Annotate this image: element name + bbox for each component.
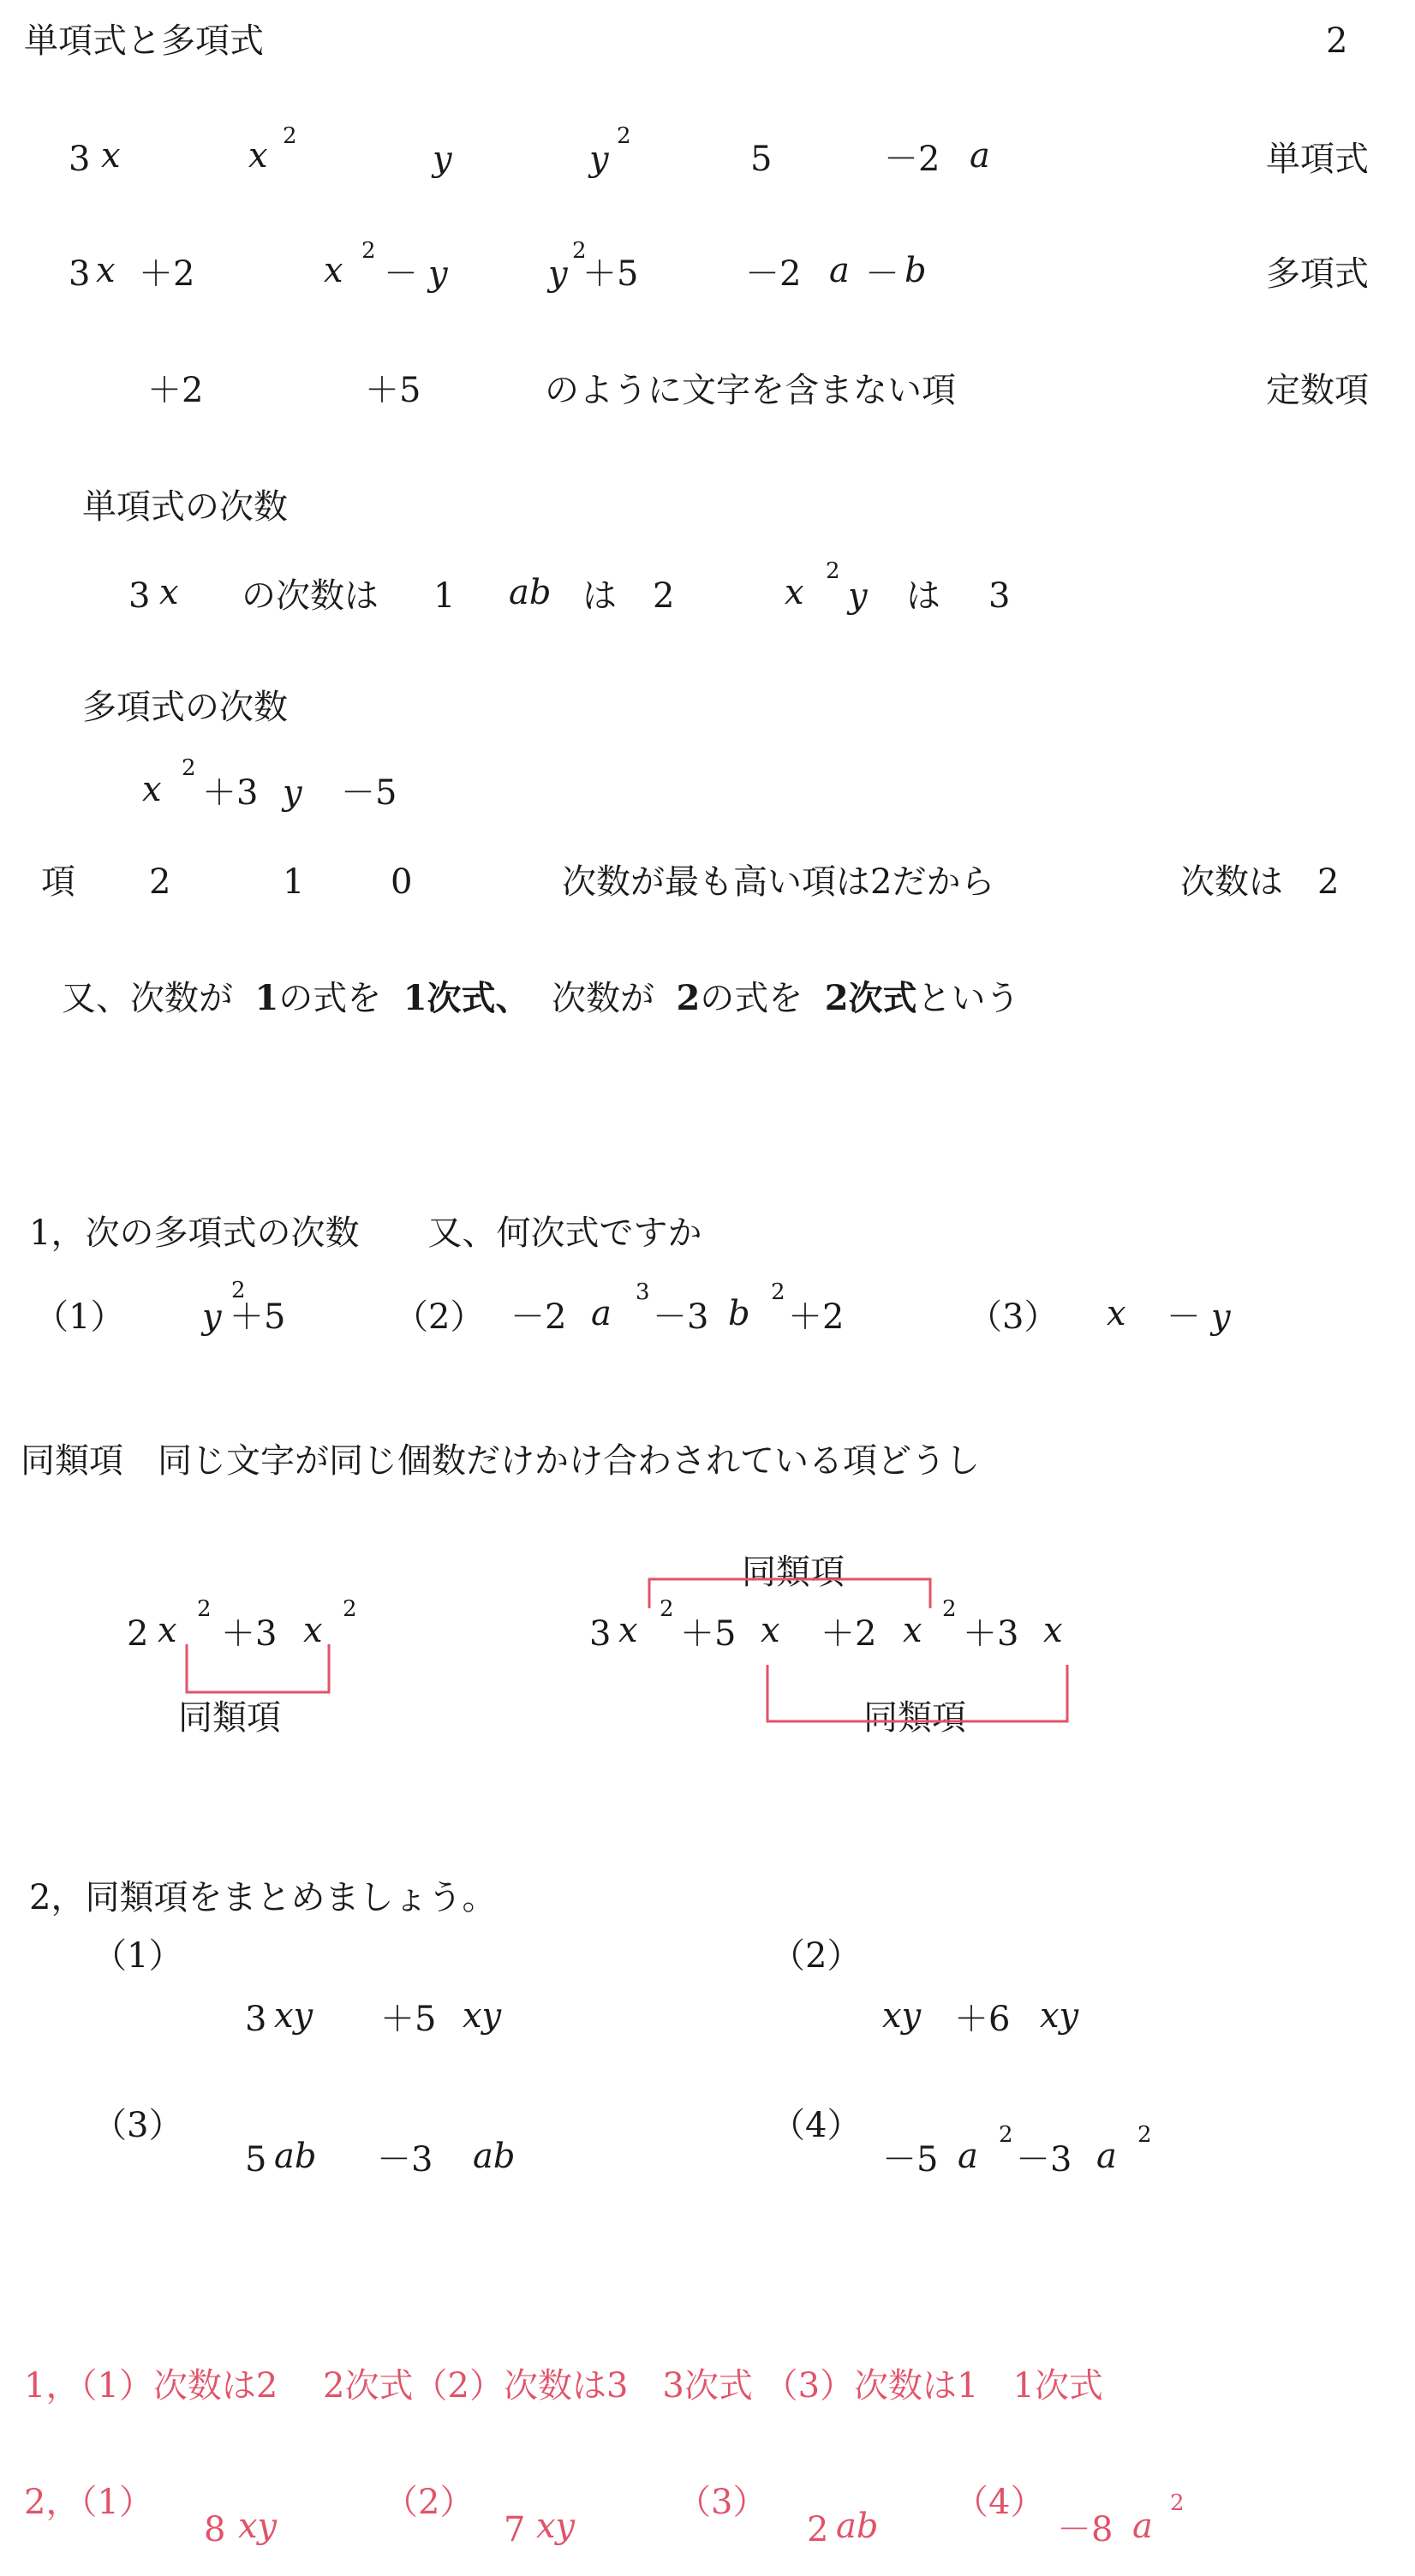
term: a [970,136,990,176]
def-text: の式を [278,979,382,1018]
exponent: 2 [197,1596,212,1622]
def-bold: 2次式 [824,978,917,1018]
exponent: 2 [231,1278,246,1303]
def-text: 次数が [552,979,654,1018]
q2-prompt: 2，同類項をまとめましょう。 [29,1878,497,1917]
var: ab [473,2137,516,2176]
def-num: 1 [254,978,279,1018]
term: y [433,140,452,179]
var: xy [463,1996,502,2036]
term: －5 [882,2140,939,2179]
problem-label: （1） [34,1297,125,1337]
term: 2 [127,1614,149,1654]
exponent: 2 [617,123,631,149]
answer: 8 [204,2510,226,2549]
term: y [428,254,448,294]
exponent: 2 [343,1596,357,1622]
answer: 2 [807,2510,829,2549]
term: －2 [510,1297,567,1337]
problem-label: （2） [771,1936,862,1976]
term: y [548,254,568,294]
term: ＋2 [147,371,204,410]
var: x [785,573,804,612]
exponent: 2 [942,1596,957,1622]
problem-label: （3） [968,1297,1059,1337]
term: 3 [589,1614,612,1654]
problem-label: （1） [93,1936,183,1976]
exponent: 2 [771,1279,785,1305]
answer-var: ab [836,2507,879,2546]
deg: 0 [391,862,413,902]
term: ＋3 [202,773,259,813]
term: － [1167,1297,1201,1337]
text: の次数は [242,576,379,616]
deg: 2 [653,576,675,616]
term: － [865,254,899,294]
bracket-ex1 [187,1644,329,1692]
def-text: の式を [700,979,803,1018]
problem-label: （3） [93,2106,183,2145]
term: ＋3 [963,1614,1019,1654]
var: a [958,2137,978,2176]
like-terms-label: 同類項 [178,1698,281,1738]
like-terms-label: 同類項 [742,1553,845,1592]
exponent: 2 [182,755,196,781]
term: ＋5 [365,371,421,410]
deg: 2 [149,862,171,902]
answer-label: （3） [677,2483,767,2522]
deg: 1 [283,862,305,902]
exponent: 2 [826,558,840,584]
term: 5 [245,2140,267,2179]
def-text: 又、次数が [62,979,233,1018]
term: x [96,251,116,290]
answer-var: xy [536,2507,576,2546]
var: x [159,573,179,612]
var: x [761,1611,780,1650]
var: x [303,1611,323,1650]
exponent: 3 [636,1279,650,1305]
var: x [158,1611,177,1650]
answer-exponent: 2 [1170,2490,1185,2516]
monomial-label: 単項式 [1266,140,1369,179]
var: x [618,1611,638,1650]
term: ＋5 [680,1614,737,1654]
term: －2 [884,140,940,179]
like-terms-label: 同類項 [863,1698,966,1738]
exponent: 2 [572,238,587,264]
var: x [142,770,162,809]
constant-description: のように文字を含まない項 [545,371,956,410]
exponent: 2 [660,1596,674,1622]
var: x [1107,1294,1126,1333]
term: －3 [377,2140,433,2179]
q1-prompt: 1，次の多項式の次数 又、何次式ですか [29,1213,702,1253]
page-title: 単項式と多項式 [24,21,264,61]
exponent: 2 [1137,2122,1152,2148]
poly-degree-heading: 多項式の次数 [82,688,288,727]
term: 5 [750,140,773,179]
var: x [903,1611,922,1650]
term: －3 [653,1297,709,1337]
answer-label: 2，（1） [24,2483,153,2522]
var: xy [882,1996,922,2036]
exponent: 2 [283,123,297,149]
term: ＋5 [582,254,639,294]
term: x [248,136,268,176]
term: ＋5 [380,2000,437,2039]
text: は [582,576,617,616]
term: －3 [1016,2140,1072,2179]
mono-degree-heading: 単項式の次数 [82,487,288,527]
term: x [101,136,121,176]
term: y [589,140,609,179]
term: ＋2 [788,1297,845,1337]
term: a [829,251,850,290]
answer-label: （4） [954,2483,1045,2522]
var: y [202,1297,222,1337]
answer: －8 [1057,2510,1113,2549]
bracket-ex2-bottom [767,1665,1067,1721]
answer-label: （2） [384,2483,475,2522]
term: －2 [745,254,802,294]
var: a [1096,2137,1117,2176]
text: は [906,576,940,616]
term: x [324,251,343,290]
deg: 3 [988,576,1011,616]
term: ＋5 [230,1297,286,1337]
var: ab [274,2137,317,2176]
explanation: 次数が最も高い項は2だから [562,862,995,902]
var: b [728,1294,750,1333]
var: xy [1040,1996,1079,2036]
term: ＋3 [221,1614,278,1654]
term: 3 [245,2000,267,2039]
var: a [591,1294,612,1333]
term: －5 [341,773,397,813]
var: y [848,576,868,616]
var: ab [509,573,552,612]
problem-label: （2） [394,1297,485,1337]
var: xy [274,1996,313,2036]
term: 3 [69,254,91,294]
like-terms-heading: 同類項 同じ文字が同じ個数だけかけ合わされている項どうし [21,1441,980,1481]
term: ＋6 [954,2000,1011,2039]
exponent: 2 [361,238,376,264]
def-text: という [916,979,1020,1018]
result: 次数は 2 [1180,862,1340,902]
answer-var: a [1132,2507,1153,2546]
term: ＋2 [139,254,195,294]
exponent: 2 [999,2122,1013,2148]
term: 3 [69,140,91,179]
deg: 1 [433,576,456,616]
term: ＋2 [821,1614,877,1654]
answer-var: xy [238,2507,278,2546]
term-label: 項 [41,862,75,902]
answers-1: 1，（1）次数は2 2次式（2）次数は3 3次式 （3）次数は1 1次式 [24,2366,1103,2406]
var: y [283,773,302,813]
var: x [1043,1611,1063,1650]
def-bold: 1次式、 [403,978,530,1018]
term: － [384,254,418,294]
answer: 7 [504,2510,526,2549]
page-number: 2 [1326,21,1348,61]
term: b [905,251,927,290]
constant-label: 定数項 [1266,371,1369,410]
bracket-ex2-top [649,1579,930,1608]
def-num: 2 [676,978,701,1018]
polynomial-label: 多項式 [1266,254,1369,294]
coef: 3 [128,576,151,616]
var: y [1211,1297,1231,1337]
problem-label: （4） [771,2106,862,2145]
